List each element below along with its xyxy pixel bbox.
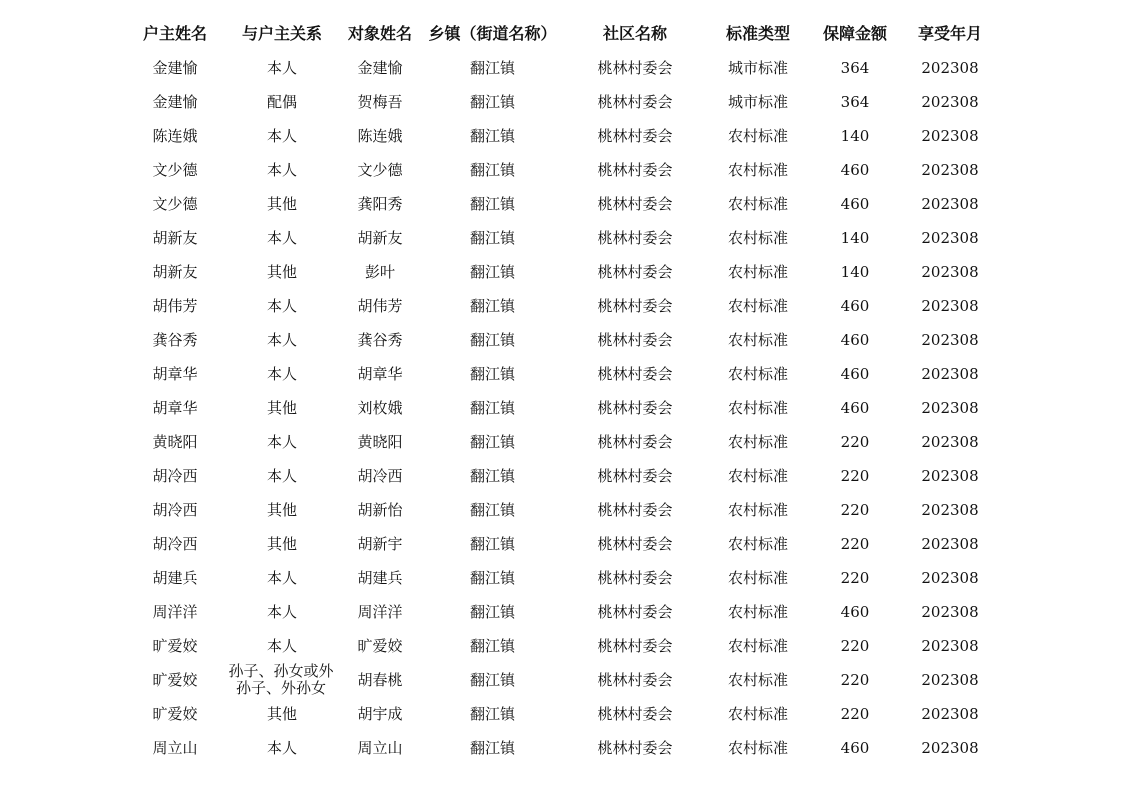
cell-township: 翻江镇: [469, 331, 515, 349]
cell-amount: 220: [840, 671, 870, 689]
cell-relationship: 其他: [266, 705, 297, 723]
cell-amount: 460: [840, 399, 870, 417]
table-row: [0, 731, 1122, 765]
table-row: [0, 357, 1122, 391]
column-header-relationship: 与户主关系: [241, 24, 322, 43]
cell-period: 202308: [921, 467, 979, 485]
cell-relationship: 本人: [266, 365, 297, 383]
cell-community: 桃林村委会: [597, 195, 673, 213]
cell-standard-type: 城市标准: [727, 59, 788, 77]
cell-community: 桃林村委会: [597, 331, 673, 349]
cell-relationship: 其他: [266, 501, 297, 519]
cell-recipient-name: 龚谷秀: [357, 331, 403, 349]
cell-standard-type: 农村标准: [727, 501, 788, 519]
table-row: [0, 119, 1122, 153]
column-header-township: 乡镇（街道名称）: [428, 24, 557, 43]
table-row: [0, 289, 1122, 323]
cell-township: 翻江镇: [469, 739, 515, 757]
cell-period: 202308: [921, 297, 979, 315]
cell-period: 202308: [921, 569, 979, 587]
cell-community: 桃林村委会: [597, 739, 673, 757]
cell-recipient-name: 贺梅吾: [357, 93, 403, 111]
cell-householder-name: 胡冷西: [152, 535, 198, 553]
cell-standard-type: 农村标准: [727, 229, 788, 247]
cell-recipient-name: 胡冷西: [357, 467, 403, 485]
cell-householder-name: 旷爱姣: [152, 671, 198, 689]
cell-standard-type: 农村标准: [727, 297, 788, 315]
cell-amount: 364: [840, 59, 870, 77]
cell-householder-name: 胡冷西: [152, 467, 198, 485]
cell-township: 翻江镇: [469, 365, 515, 383]
cell-period: 202308: [921, 739, 979, 757]
cell-householder-name: 陈连娥: [152, 127, 198, 145]
table-row: [0, 221, 1122, 255]
cell-householder-name: 金建愉: [152, 93, 198, 111]
cell-amount: 220: [840, 467, 870, 485]
cell-period: 202308: [921, 433, 979, 451]
cell-amount: 460: [840, 161, 870, 179]
cell-period: 202308: [921, 59, 979, 77]
cell-recipient-name: 龚阳秀: [357, 195, 403, 213]
cell-relationship: 本人: [266, 161, 297, 179]
cell-recipient-name: 旷爱姣: [357, 637, 403, 655]
cell-community: 桃林村委会: [597, 705, 673, 723]
cell-relationship: 本人: [266, 127, 297, 145]
cell-standard-type: 农村标准: [727, 263, 788, 281]
cell-amount: 460: [840, 603, 870, 621]
column-header-standard-type: 标准类型: [725, 24, 790, 43]
cell-township: 翻江镇: [469, 569, 515, 587]
cell-relationship: 本人: [266, 569, 297, 587]
table-row: [0, 629, 1122, 663]
cell-township: 翻江镇: [469, 263, 515, 281]
cell-recipient-name: 胡新宇: [357, 535, 403, 553]
cell-period: 202308: [921, 501, 979, 519]
table-row: [0, 255, 1122, 289]
table-row: [0, 595, 1122, 629]
cell-community: 桃林村委会: [597, 569, 673, 587]
cell-recipient-name: 刘枚娥: [357, 399, 403, 417]
cell-standard-type: 农村标准: [727, 603, 788, 621]
column-header-amount: 保障金额: [822, 24, 887, 43]
cell-community: 桃林村委会: [597, 433, 673, 451]
cell-standard-type: 农村标准: [727, 433, 788, 451]
cell-householder-name: 旷爱姣: [152, 705, 198, 723]
cell-relationship: 本人: [266, 739, 297, 757]
cell-period: 202308: [921, 603, 979, 621]
table-row: [0, 51, 1122, 85]
table-row: [0, 187, 1122, 221]
cell-community: 桃林村委会: [597, 501, 673, 519]
table-row: [0, 85, 1122, 119]
cell-standard-type: 农村标准: [727, 535, 788, 553]
cell-period: 202308: [921, 637, 979, 655]
cell-recipient-name: 胡春桃: [357, 671, 403, 689]
table-row: [0, 153, 1122, 187]
cell-householder-name: 胡章华: [152, 365, 198, 383]
table-header-row: [0, 17, 1122, 51]
cell-standard-type: 农村标准: [727, 399, 788, 417]
cell-amount: 220: [840, 569, 870, 587]
table-row: [0, 323, 1122, 357]
cell-community: 桃林村委会: [597, 671, 673, 689]
cell-standard-type: 城市标准: [727, 93, 788, 111]
cell-township: 翻江镇: [469, 705, 515, 723]
cell-period: 202308: [921, 331, 979, 349]
cell-amount: 460: [840, 297, 870, 315]
cell-community: 桃林村委会: [597, 637, 673, 655]
cell-amount: 364: [840, 93, 870, 111]
cell-township: 翻江镇: [469, 195, 515, 213]
table-row: [0, 527, 1122, 561]
cell-community: 桃林村委会: [597, 161, 673, 179]
cell-householder-name: 旷爱姣: [152, 637, 198, 655]
cell-relationship: 其他: [266, 195, 297, 213]
cell-township: 翻江镇: [469, 671, 515, 689]
table-row: [0, 425, 1122, 459]
cell-period: 202308: [921, 93, 979, 111]
cell-standard-type: 农村标准: [727, 195, 788, 213]
cell-period: 202308: [921, 263, 979, 281]
cell-recipient-name: 胡建兵: [357, 569, 403, 587]
cell-period: 202308: [921, 195, 979, 213]
cell-householder-name: 龚谷秀: [152, 331, 198, 349]
cell-recipient-name: 胡新怡: [357, 501, 403, 519]
cell-recipient-name: 金建愉: [357, 59, 403, 77]
cell-community: 桃林村委会: [597, 93, 673, 111]
cell-recipient-name: 胡伟芳: [357, 297, 403, 315]
cell-recipient-name: 周洋洋: [357, 603, 403, 621]
cell-period: 202308: [921, 399, 979, 417]
cell-period: 202308: [921, 161, 979, 179]
cell-township: 翻江镇: [469, 297, 515, 315]
cell-community: 桃林村委会: [597, 297, 673, 315]
cell-amount: 220: [840, 705, 870, 723]
cell-township: 翻江镇: [469, 603, 515, 621]
cell-relationship: 孙子、孙女或外孙子、外孙女: [228, 662, 334, 697]
cell-householder-name: 胡新友: [152, 229, 198, 247]
cell-householder-name: 胡伟芳: [152, 297, 198, 315]
cell-recipient-name: 胡宇成: [357, 705, 403, 723]
cell-householder-name: 胡冷西: [152, 501, 198, 519]
cell-relationship: 本人: [266, 467, 297, 485]
cell-householder-name: 胡章华: [152, 399, 198, 417]
cell-township: 翻江镇: [469, 161, 515, 179]
cell-relationship: 本人: [266, 229, 297, 247]
cell-standard-type: 农村标准: [727, 705, 788, 723]
cell-amount: 220: [840, 501, 870, 519]
cell-amount: 140: [840, 263, 870, 281]
cell-amount: 460: [840, 739, 870, 757]
cell-standard-type: 农村标准: [727, 467, 788, 485]
cell-householder-name: 周洋洋: [152, 603, 198, 621]
cell-township: 翻江镇: [469, 501, 515, 519]
cell-township: 翻江镇: [469, 535, 515, 553]
cell-recipient-name: 胡章华: [357, 365, 403, 383]
cell-recipient-name: 胡新友: [357, 229, 403, 247]
cell-amount: 140: [840, 127, 870, 145]
table-row: [0, 493, 1122, 527]
table-row: [0, 459, 1122, 493]
cell-relationship: 其他: [266, 535, 297, 553]
cell-period: 202308: [921, 705, 979, 723]
cell-community: 桃林村委会: [597, 127, 673, 145]
cell-amount: 460: [840, 195, 870, 213]
cell-householder-name: 黄晓阳: [152, 433, 198, 451]
cell-householder-name: 胡建兵: [152, 569, 198, 587]
cell-standard-type: 农村标准: [727, 739, 788, 757]
cell-community: 桃林村委会: [597, 603, 673, 621]
cell-period: 202308: [921, 671, 979, 689]
cell-community: 桃林村委会: [597, 59, 673, 77]
column-header-period: 享受年月: [917, 24, 982, 43]
cell-community: 桃林村委会: [597, 399, 673, 417]
cell-township: 翻江镇: [469, 637, 515, 655]
column-header-community: 社区名称: [602, 24, 667, 43]
cell-householder-name: 周立山: [152, 739, 198, 757]
table-row: [0, 391, 1122, 425]
cell-standard-type: 农村标准: [727, 637, 788, 655]
cell-community: 桃林村委会: [597, 263, 673, 281]
cell-amount: 460: [840, 365, 870, 383]
cell-period: 202308: [921, 127, 979, 145]
cell-community: 桃林村委会: [597, 535, 673, 553]
cell-householder-name: 金建愉: [152, 59, 198, 77]
cell-relationship: 本人: [266, 637, 297, 655]
cell-community: 桃林村委会: [597, 229, 673, 247]
cell-standard-type: 农村标准: [727, 161, 788, 179]
column-header-householder-name: 户主姓名: [142, 24, 207, 43]
cell-relationship: 本人: [266, 297, 297, 315]
cell-standard-type: 农村标准: [727, 569, 788, 587]
column-header-recipient-name: 对象姓名: [347, 24, 412, 43]
table-row: [0, 663, 1122, 697]
cell-standard-type: 农村标准: [727, 365, 788, 383]
cell-community: 桃林村委会: [597, 365, 673, 383]
cell-relationship: 本人: [266, 331, 297, 349]
cell-amount: 220: [840, 433, 870, 451]
cell-relationship: 本人: [266, 603, 297, 621]
table-row: [0, 697, 1122, 731]
cell-township: 翻江镇: [469, 59, 515, 77]
cell-community: 桃林村委会: [597, 467, 673, 485]
cell-relationship: 本人: [266, 433, 297, 451]
cell-township: 翻江镇: [469, 93, 515, 111]
cell-relationship: 其他: [266, 399, 297, 417]
cell-householder-name: 文少德: [152, 195, 198, 213]
cell-relationship: 配偶: [266, 93, 297, 111]
cell-householder-name: 胡新友: [152, 263, 198, 281]
cell-period: 202308: [921, 229, 979, 247]
cell-township: 翻江镇: [469, 127, 515, 145]
cell-township: 翻江镇: [469, 467, 515, 485]
cell-period: 202308: [921, 535, 979, 553]
cell-recipient-name: 陈连娥: [357, 127, 403, 145]
cell-householder-name: 文少德: [152, 161, 198, 179]
cell-period: 202308: [921, 365, 979, 383]
cell-amount: 220: [840, 637, 870, 655]
cell-recipient-name: 周立山: [357, 739, 403, 757]
cell-amount: 140: [840, 229, 870, 247]
cell-amount: 460: [840, 331, 870, 349]
cell-recipient-name: 文少德: [357, 161, 403, 179]
cell-relationship: 本人: [266, 59, 297, 77]
cell-amount: 220: [840, 535, 870, 553]
cell-standard-type: 农村标准: [727, 331, 788, 349]
cell-standard-type: 农村标准: [727, 671, 788, 689]
table-row: [0, 561, 1122, 595]
cell-recipient-name: 彭叶: [364, 263, 395, 281]
cell-township: 翻江镇: [469, 399, 515, 417]
cell-standard-type: 农村标准: [727, 127, 788, 145]
cell-recipient-name: 黄晓阳: [357, 433, 403, 451]
cell-township: 翻江镇: [469, 229, 515, 247]
cell-relationship: 其他: [266, 263, 297, 281]
cell-township: 翻江镇: [469, 433, 515, 451]
